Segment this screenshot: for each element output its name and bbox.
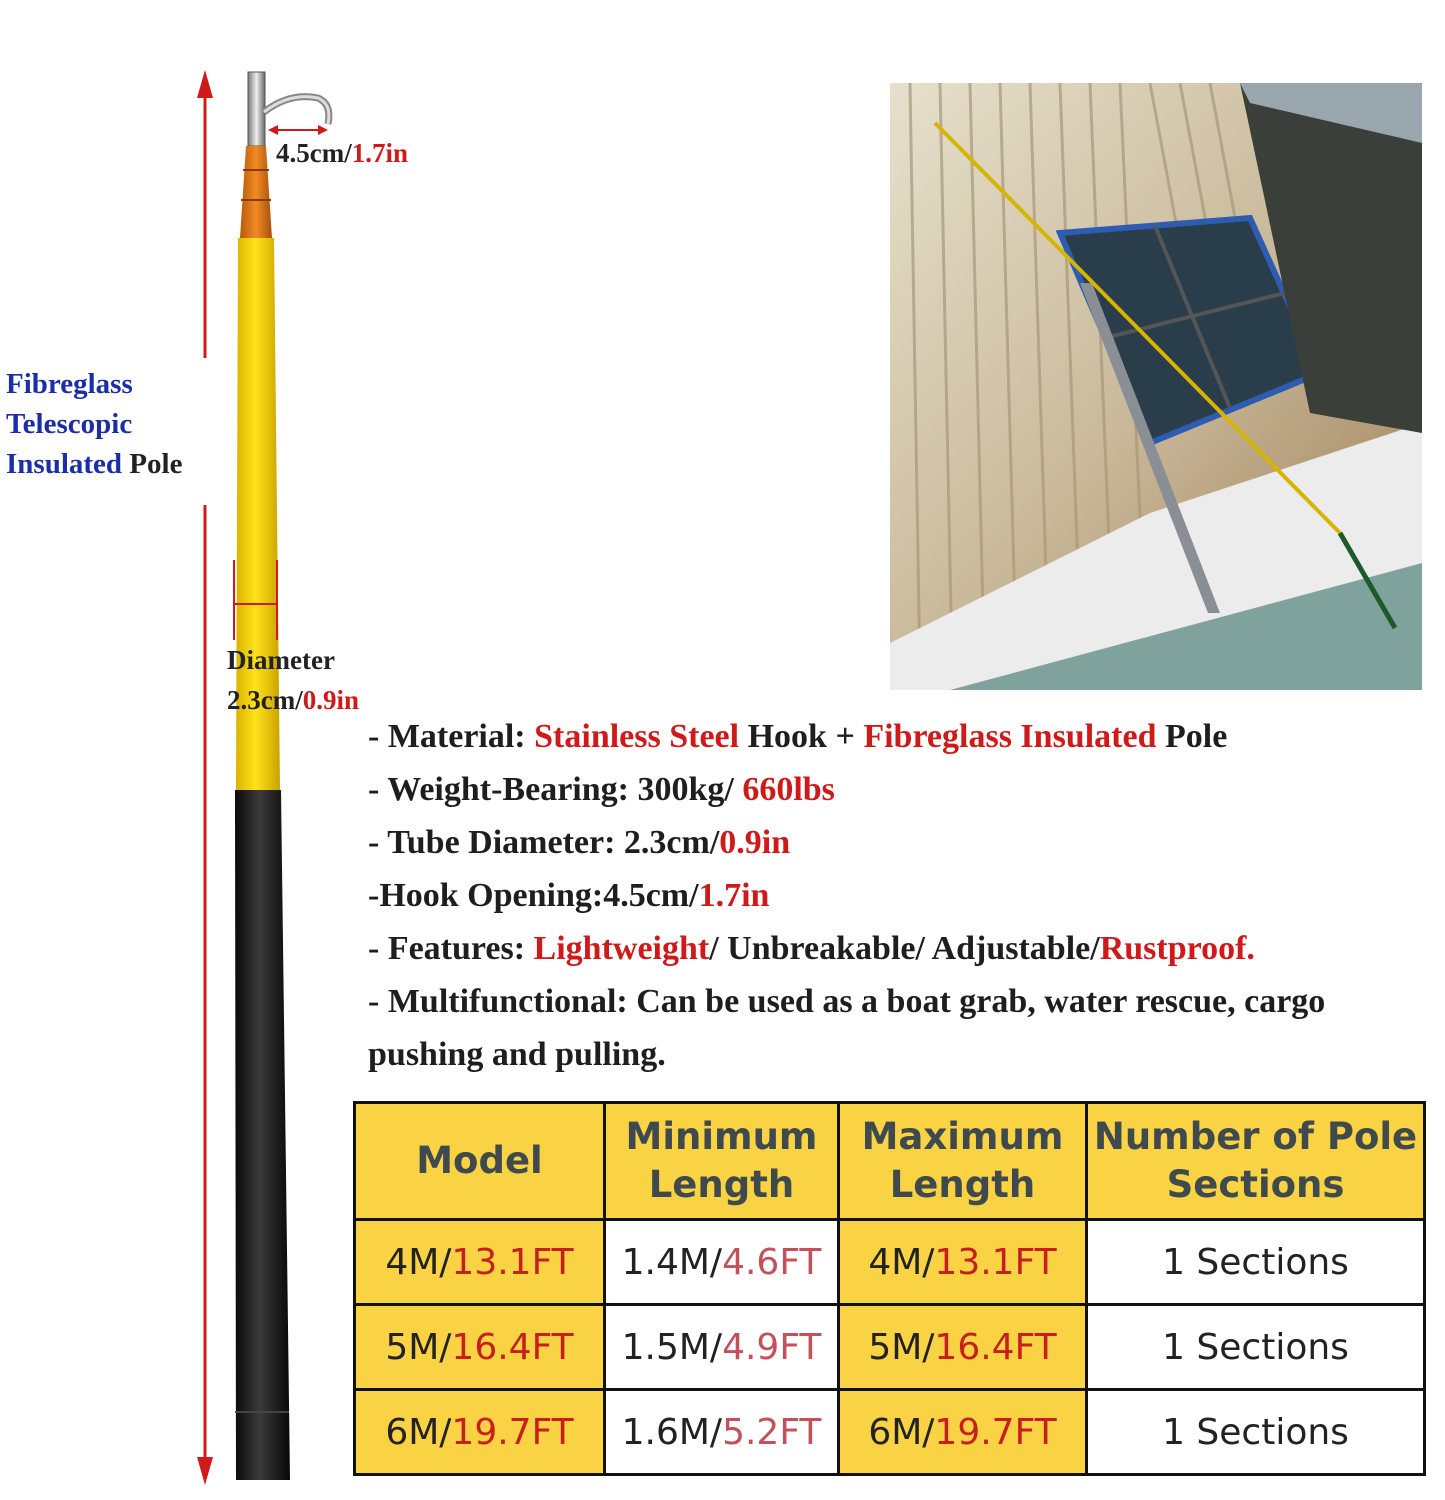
spec-weight: - Weight-Bearing: 300kg/ 660lbs [368, 771, 835, 808]
title-line-3-dark: Pole [122, 448, 183, 480]
spec-tube-diameter: - Tube Diameter: 2.3cm/0.9in [368, 824, 791, 861]
spec-material: - Material: Stainless Steel Hook + Fibreglass Insulated Pole [368, 718, 1228, 755]
spec-list [368, 710, 1443, 1081]
cell-sections: 1 Sections [1087, 1220, 1425, 1305]
spec-hook-opening: -Hook Opening:4.5cm/1.7in [368, 877, 770, 914]
cell-sections: 1 Sections [1087, 1305, 1425, 1390]
pole-orange-section [240, 146, 272, 238]
pole-black-handle [235, 790, 290, 1480]
header-sections: Number of Pole Sections [1087, 1103, 1425, 1220]
table-row [355, 1305, 1425, 1390]
cell-model: 6M/19.7FT [355, 1390, 605, 1475]
title-line-1: Fibreglass [6, 368, 133, 400]
cell-max-length: 4M/13.1FT [839, 1220, 1087, 1305]
model-table [353, 1101, 1426, 1476]
header-model: Model [355, 1103, 605, 1220]
hook-opening-label: 4.5cm/1.7in [276, 138, 409, 168]
table-row [355, 1390, 1425, 1475]
header-min-length: Minimum Length [605, 1103, 839, 1220]
cell-max-length: 6M/19.7FT [839, 1390, 1087, 1475]
cell-min-length: 1.6M/5.2FT [605, 1390, 839, 1475]
spec-multifunctional: - Multifunctional: Can be used as a boat grab, water rescue, cargo pushing and pulling. [368, 983, 1326, 1073]
title-line-3-blue: Insulated [6, 448, 123, 480]
header-max-length: Maximum Length [839, 1103, 1087, 1220]
cell-model: 4M/13.1FT [355, 1220, 605, 1305]
spec-features: - Features: Lightweight/ Unbreakable/ Adjustable/Rustproof. [368, 930, 1255, 967]
product-photo [890, 83, 1422, 690]
cell-sections: 1 Sections [1087, 1390, 1425, 1475]
hook [248, 72, 329, 146]
table-header-row [355, 1103, 1425, 1220]
table-row [355, 1220, 1425, 1305]
product-title [6, 364, 182, 484]
photo-scene [890, 83, 1422, 690]
cell-model: 5M/16.4FT [355, 1305, 605, 1390]
cell-min-length: 1.5M/4.9FT [605, 1305, 839, 1390]
diameter-label: Diameter 2.3cm/0.9in [227, 645, 360, 715]
cell-max-length: 5M/16.4FT [839, 1305, 1087, 1390]
cell-min-length: 1.4M/4.6FT [605, 1220, 839, 1305]
height-arrow [197, 70, 213, 1485]
title-line-2: Telescopic [6, 408, 133, 440]
